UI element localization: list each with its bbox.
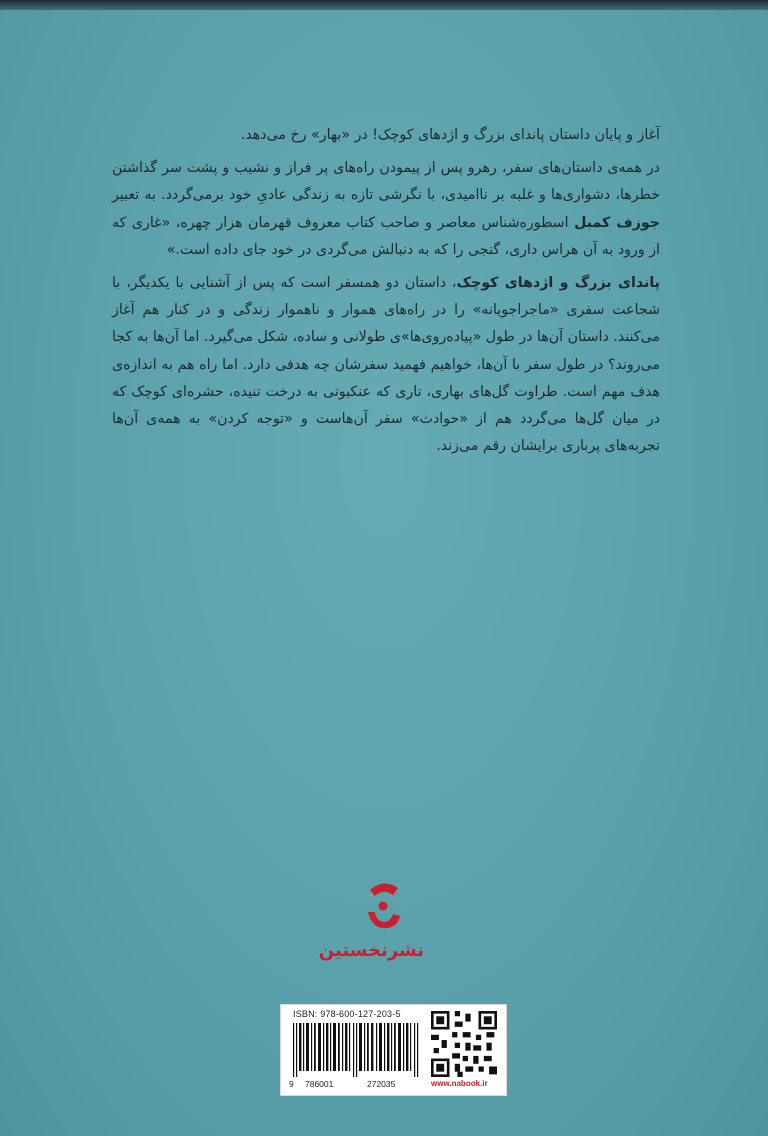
isbn-barcode-panel xyxy=(280,1004,507,1096)
barcode-graphic xyxy=(289,1023,423,1077)
publisher-logo xyxy=(318,876,424,986)
blurb-p2-text-b: اسطوره‌شناس معاصر و صاحب کتاب معروف قهرمان هزار چهره، «غاری که از ورود به آن هراس داری، گنجی را که به دنبالش می‌گردی در خود جای داده است.» xyxy=(112,214,660,258)
publisher-website: www.nabook.ir xyxy=(431,1079,488,1088)
blurb-text xyxy=(112,122,660,460)
publisher-name: نشرنخستین xyxy=(318,940,424,961)
blurb-p3-text: ، داستان دو همسفر است که پس از آشنایی با یکدیگر، با شجاعت سفری «ماجراجویانه» را در راه‌های هموار و ناهموار زندگی و در کنار هم آغاز می‌کنند. داستان آن‌ها در طول «پیاده‌روی‌ها»ی طولانی و ساده، شکل می‌گیرد. اما آن‌ها به کجا می‌روند؟ در طول سفر با آن‌ها، خواهیم فهمید سفرشان چه هدفی دارد. اما راه هم به اندازه‌ی هدف مهم است. طراوت گل‌های بهاری، تاری که عنکبوتی به درخت تنیده، حشره‌ای کوچک که در میان گل‌ها می‌گردد هم از «حوادث» سفر آن‌هاست و «توجه کردن» به همه‌ی آن‌ها تجربه‌های پرباری برایشان رقم می‌زند. xyxy=(112,275,660,455)
publisher-logo-icon xyxy=(362,876,406,934)
qr-code-graphic xyxy=(431,1011,497,1077)
barcode-digits xyxy=(289,1079,425,1091)
author-name-bold: جوزف کمبل xyxy=(574,214,660,231)
barcode-lead-digit: 9 xyxy=(289,1079,294,1089)
isbn-text: ISBN: 978-600-127-203-5 xyxy=(293,1009,401,1019)
blurb-paragraph-2 xyxy=(112,155,660,264)
blurb-p2-text-a: در همه‌ی داستان‌های سفر، رهرو پس از پیمودن راه‌های پر فراز و نشیب و پشت سر گذاشتن خطرها، دشواری‌ها و غلبه بر ناامیدی، با نگرشی تازه به زندگی عادیِ خود برمی‌گردد. به تعبیر xyxy=(112,160,660,204)
barcode-left-digits: 786001 xyxy=(305,1079,334,1089)
top-dark-band xyxy=(0,0,768,10)
blurb-p1-text: آغاز و پایان داستان پاندای بزرگ و اژدهای کوچک! در «بهار» رخ می‌دهد. xyxy=(240,127,660,143)
book-title-bold: پاندای بزرگ و اژدهای کوچک xyxy=(456,275,660,292)
blurb-paragraph-3 xyxy=(112,270,660,460)
barcode-right-digits: 272035 xyxy=(367,1079,396,1089)
blurb-paragraph-1 xyxy=(112,122,660,149)
